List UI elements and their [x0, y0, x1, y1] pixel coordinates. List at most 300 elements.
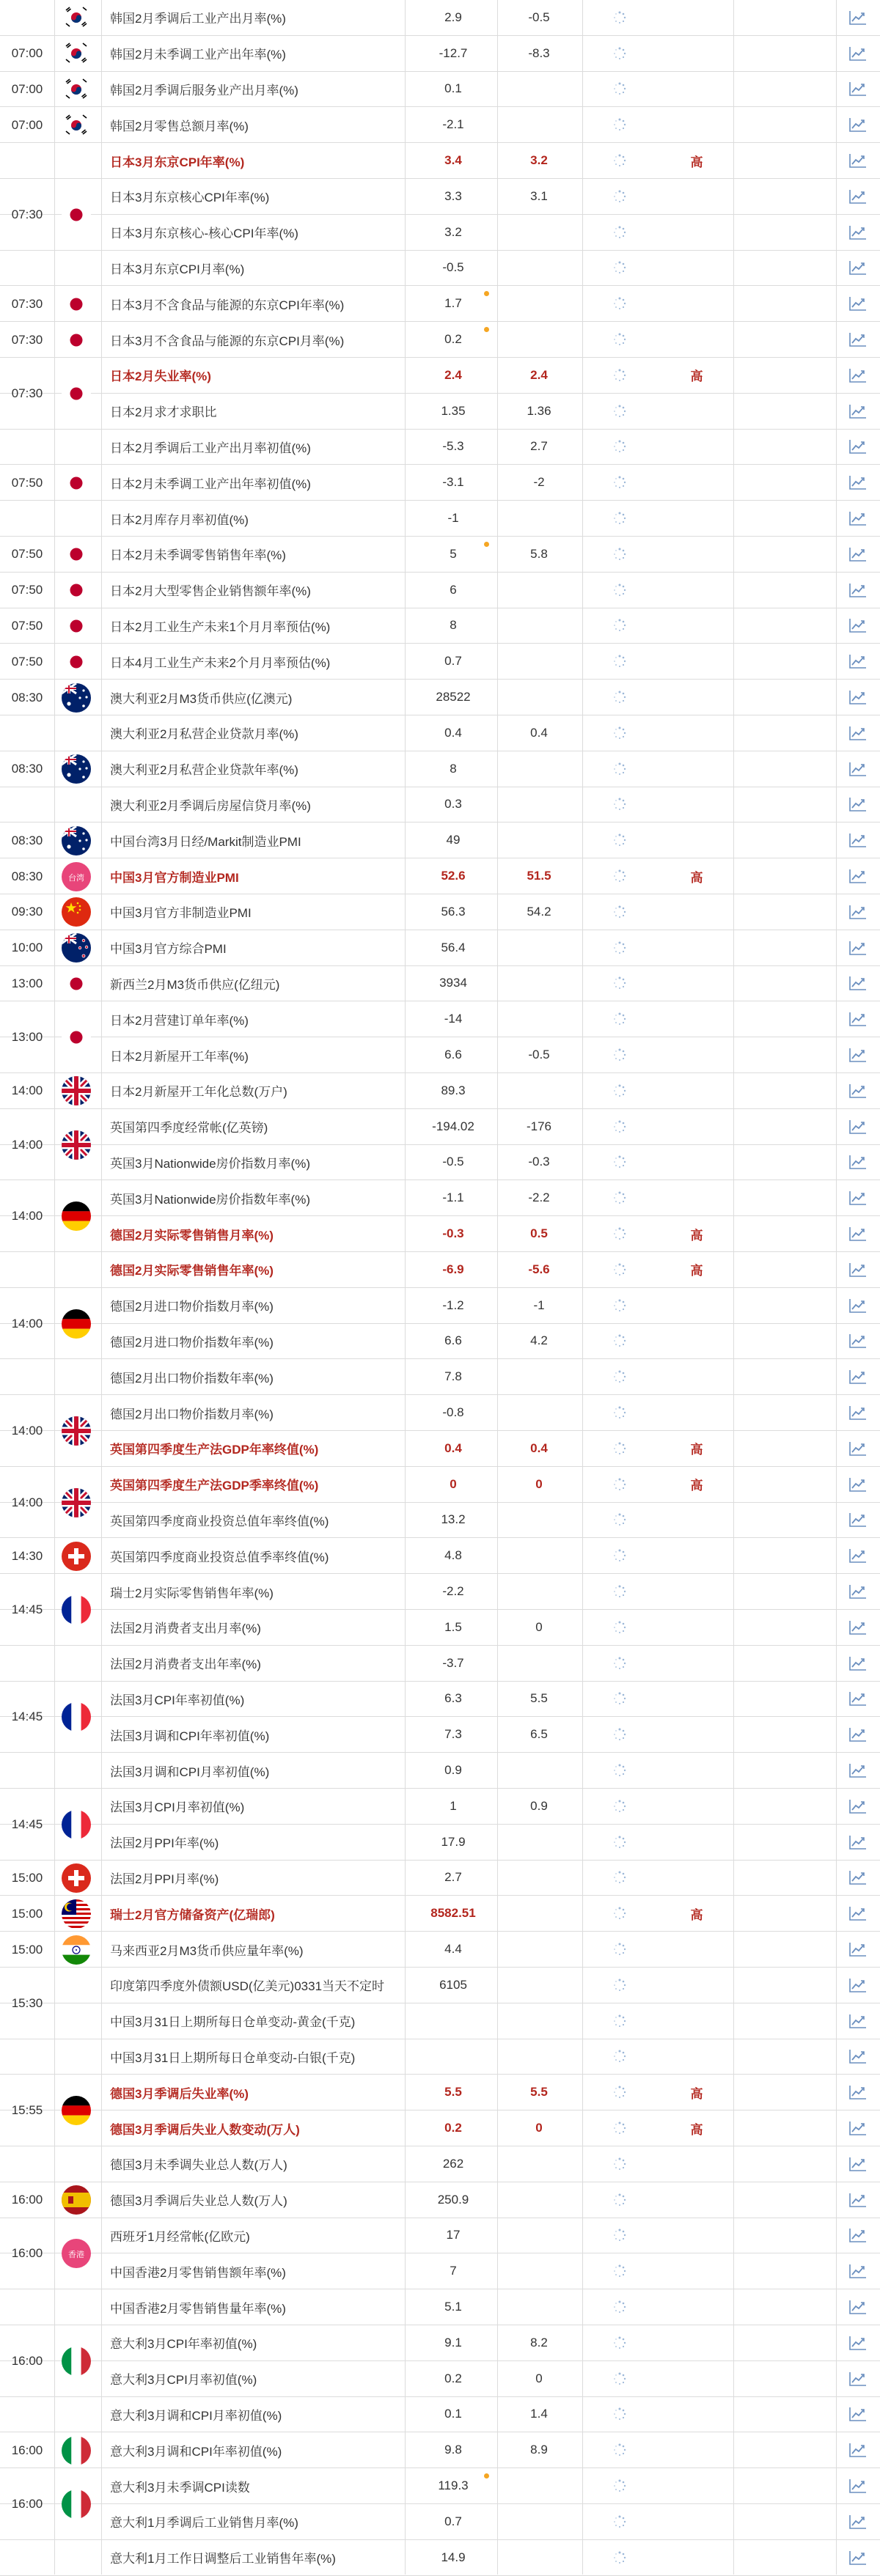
event-row[interactable]	[0, 72, 880, 108]
loading-spinner-icon	[613, 691, 626, 704]
line-chart-icon[interactable]	[848, 1262, 868, 1278]
event-row[interactable]	[0, 2325, 880, 2361]
line-chart-icon[interactable]	[848, 1834, 868, 1850]
line-chart-icon[interactable]	[848, 2514, 868, 2530]
line-chart-icon[interactable]	[848, 1726, 868, 1743]
event-row[interactable]	[0, 1825, 880, 1861]
event-name[interactable]: 意大利1月工作日调整后工业销售年率(%)	[110, 2552, 336, 2566]
line-chart-icon[interactable]	[848, 1047, 868, 1063]
chart-link[interactable]	[836, 286, 880, 321]
line-chart-icon[interactable]	[848, 582, 868, 598]
event-name[interactable]: 意大利3月未季调CPI读数	[110, 2480, 250, 2495]
chart-link[interactable]	[836, 465, 880, 500]
event-row[interactable]	[0, 107, 880, 143]
line-chart-icon[interactable]	[848, 45, 868, 62]
event-name[interactable]: 德国2月实际零售销售月率(%)	[110, 1228, 274, 1243]
time-group	[0, 0, 101, 36]
actual-value-pending	[587, 1932, 653, 1967]
event-name[interactable]: 德国3月季调后失业总人数(万人)	[110, 2194, 287, 2209]
line-chart-icon[interactable]	[848, 1369, 868, 1385]
event-row[interactable]	[0, 0, 880, 36]
line-chart-icon[interactable]	[848, 474, 868, 490]
line-chart-icon[interactable]	[848, 1548, 868, 1564]
chart-link[interactable]	[836, 1180, 880, 1215]
event-row[interactable]	[0, 966, 880, 1002]
line-chart-icon[interactable]	[848, 295, 868, 312]
chart-link[interactable]	[836, 107, 880, 142]
chart-link[interactable]	[836, 787, 880, 823]
event-name[interactable]: 法国3月CPI月率初值(%)	[110, 1800, 245, 1815]
event-name[interactable]: 英国第四季度商业投资总值年率终值(%)	[110, 1514, 329, 1528]
event-row[interactable]	[0, 2218, 880, 2254]
event-name[interactable]: 日本2月库存月率初值(%)	[110, 512, 249, 527]
event-name[interactable]: 意大利3月CPI年率初值(%)	[110, 2337, 257, 2352]
line-chart-icon[interactable]	[848, 188, 868, 205]
event-row[interactable]	[0, 1180, 880, 1216]
event-name[interactable]: 日本2月求才求职比	[110, 405, 217, 420]
chart-link[interactable]	[836, 2111, 880, 2146]
line-chart-icon[interactable]	[848, 1405, 868, 1421]
line-chart-icon[interactable]	[848, 2335, 868, 2351]
event-name[interactable]: 英国第四季度生产法GDP年率终值(%)	[110, 1443, 319, 1457]
line-chart-icon[interactable]	[848, 2263, 868, 2279]
chart-link[interactable]	[836, 1682, 880, 1717]
event-row[interactable]	[0, 2504, 880, 2540]
country-flag-kr-icon	[62, 75, 91, 104]
event-name[interactable]: 德国3月未季调失业总人数(万人)	[110, 2158, 287, 2173]
chart-link[interactable]	[836, 1646, 880, 1681]
event-row[interactable]	[0, 2432, 880, 2468]
chart-link[interactable]	[836, 1825, 880, 1860]
line-chart-icon[interactable]	[848, 403, 868, 419]
chart-link[interactable]	[836, 1789, 880, 1824]
line-chart-icon[interactable]	[848, 1154, 868, 1170]
chart-link[interactable]	[836, 1324, 880, 1359]
event-row[interactable]	[0, 1431, 880, 1467]
event-name[interactable]: 英国3月Nationwide房价指数年率(%)	[110, 1192, 310, 1207]
chart-link[interactable]	[836, 2361, 880, 2396]
event-name[interactable]: 法国3月调和CPI年率初值(%)	[110, 1729, 270, 1743]
line-chart-icon[interactable]	[848, 1583, 868, 1600]
event-row[interactable]	[0, 143, 880, 179]
event-name[interactable]: 英国第四季度商业投资总值季率终值(%)	[110, 1550, 329, 1564]
event-name[interactable]: 日本2月工业生产未来1个月月率预估(%)	[110, 619, 331, 634]
line-chart-icon[interactable]	[848, 761, 868, 777]
chart-link[interactable]	[836, 1467, 880, 1502]
event-name[interactable]: 意大利3月调和CPI月率初值(%)	[110, 2408, 282, 2423]
chart-link[interactable]	[836, 501, 880, 536]
event-row[interactable]	[0, 894, 880, 930]
event-row[interactable]	[0, 1503, 880, 1539]
event-name[interactable]: 日本3月东京CPI月率(%)	[110, 262, 245, 276]
event-row[interactable]	[0, 2253, 880, 2289]
line-chart-icon[interactable]	[848, 796, 868, 812]
chart-link[interactable]	[836, 1861, 880, 1896]
line-chart-icon[interactable]	[848, 152, 868, 169]
line-chart-icon[interactable]	[848, 904, 868, 920]
line-chart-icon[interactable]	[848, 2048, 868, 2064]
line-chart-icon[interactable]	[848, 617, 868, 633]
line-chart-icon[interactable]	[848, 2371, 868, 2387]
chart-link[interactable]	[836, 2289, 880, 2325]
event-name[interactable]: 法国3月调和CPI月率初值(%)	[110, 1764, 270, 1779]
chart-link[interactable]	[836, 894, 880, 930]
event-name[interactable]: 日本3月东京核心-核心CPI年率(%)	[110, 227, 298, 241]
line-chart-icon[interactable]	[848, 2013, 868, 2029]
line-chart-icon[interactable]	[848, 2442, 868, 2458]
event-row[interactable]	[0, 1682, 880, 1718]
line-chart-icon[interactable]	[848, 1226, 868, 1242]
event-name[interactable]: 日本2月未季调工业产出年率初值(%)	[110, 476, 311, 491]
line-chart-icon[interactable]	[848, 653, 868, 669]
line-chart-icon[interactable]	[848, 1440, 868, 1457]
chart-link[interactable]	[836, 2397, 880, 2432]
event-name[interactable]: 日本2月失业率(%)	[110, 369, 211, 384]
chart-link[interactable]	[836, 179, 880, 214]
event-row[interactable]	[0, 2289, 880, 2325]
event-row[interactable]	[0, 2182, 880, 2218]
event-row[interactable]	[0, 1717, 880, 1753]
line-chart-icon[interactable]	[848, 1190, 868, 1206]
loading-spinner-icon	[613, 584, 626, 597]
event-name[interactable]: 韩国2月零售总额月率(%)	[110, 119, 249, 133]
chart-link[interactable]	[836, 966, 880, 1001]
chart-link[interactable]	[836, 2432, 880, 2468]
event-row[interactable]	[0, 858, 880, 894]
chart-link[interactable]	[836, 930, 880, 965]
event-name[interactable]: 瑞士2月实际零售销售年率(%)	[110, 1586, 274, 1600]
event-name[interactable]: 法国2月消费者支出年率(%)	[110, 1657, 261, 1672]
event-row[interactable]	[0, 1001, 880, 1037]
event-row[interactable]	[0, 1359, 880, 1395]
event-name[interactable]: 中国3月31日上期所每日仓单变动-白银(千克)	[110, 2050, 356, 2065]
event-name[interactable]: 意大利3月CPI月率初值(%)	[110, 2373, 257, 2388]
chart-link[interactable]	[836, 430, 880, 465]
line-chart-icon[interactable]	[848, 1655, 868, 1671]
forecast-value	[499, 1896, 579, 1931]
chart-link[interactable]	[836, 1574, 880, 1609]
event-name[interactable]: 韩国2月季调后服务业产出月率(%)	[110, 83, 298, 97]
chart-link[interactable]	[836, 1431, 880, 1466]
chart-link[interactable]	[836, 358, 880, 393]
chart-link[interactable]	[836, 2253, 880, 2289]
line-chart-icon[interactable]	[848, 1512, 868, 1528]
event-row[interactable]	[0, 608, 880, 644]
event-row[interactable]	[0, 751, 880, 787]
line-chart-icon[interactable]	[848, 975, 868, 991]
chart-link[interactable]	[836, 858, 880, 894]
event-name[interactable]: 法国3月CPI年率初值(%)	[110, 1693, 245, 1707]
event-row[interactable]	[0, 36, 880, 72]
event-row[interactable]	[0, 1467, 880, 1503]
event-row[interactable]	[0, 2039, 880, 2075]
event-name[interactable]: 德国2月出口物价指数月率(%)	[110, 1407, 274, 1421]
line-chart-icon[interactable]	[848, 1798, 868, 1814]
event-name[interactable]: 中国3月官方非制造业PMI	[110, 906, 252, 921]
chart-link[interactable]	[836, 1216, 880, 1251]
event-name[interactable]: 法国2月PPI年率(%)	[110, 1836, 219, 1851]
line-chart-icon[interactable]	[848, 1905, 868, 1921]
event-name[interactable]: 德国2月出口物价指数年率(%)	[110, 1371, 274, 1385]
event-row[interactable]	[0, 2111, 880, 2146]
event-row[interactable]	[0, 322, 880, 358]
event-row[interactable]	[0, 1896, 880, 1932]
event-row[interactable]	[0, 1073, 880, 1109]
event-row[interactable]	[0, 823, 880, 858]
event-name[interactable]: 中国3月官方制造业PMI	[110, 870, 239, 885]
chart-link[interactable]	[836, 1145, 880, 1180]
event-row[interactable]	[0, 1324, 880, 1360]
event-name[interactable]: 日本2月营建订单年率(%)	[110, 1013, 249, 1028]
event-row[interactable]	[0, 1932, 880, 1968]
event-name[interactable]: 日本4月工业生产未来2个月月率预估(%)	[110, 655, 331, 670]
event-name[interactable]: 日本2月新屋开工年率(%)	[110, 1049, 249, 1064]
chart-link[interactable]	[836, 72, 880, 107]
chart-link[interactable]	[836, 0, 880, 35]
forecast-value: 0	[535, 2371, 543, 2385]
chart-link[interactable]	[836, 1109, 880, 1144]
chart-link[interactable]	[836, 1359, 880, 1394]
release-time: 15:00	[11, 1870, 43, 1885]
chart-link[interactable]	[836, 394, 880, 429]
event-name[interactable]: 意大利3月调和CPI年率初值(%)	[110, 2444, 282, 2459]
chart-link[interactable]	[836, 36, 880, 71]
line-chart-icon[interactable]	[848, 832, 868, 848]
event-name[interactable]: 德国2月进口物价指数月率(%)	[110, 1300, 274, 1314]
line-chart-icon[interactable]	[848, 1298, 868, 1314]
line-chart-icon[interactable]	[848, 1011, 868, 1027]
event-name[interactable]: 韩国2月未季调工业产出年率(%)	[110, 48, 286, 62]
event-name[interactable]: 中国3月31日上期所每日仓单变动-黄金(千克)	[110, 2015, 356, 2030]
line-chart-icon[interactable]	[848, 367, 868, 383]
line-chart-icon[interactable]	[848, 2406, 868, 2422]
event-row[interactable]	[0, 2361, 880, 2397]
actual-value-pending	[587, 143, 653, 178]
event-row[interactable]	[0, 680, 880, 715]
line-chart-icon[interactable]	[848, 1119, 868, 1135]
event-name[interactable]: 西班牙1月经常帐(亿欧元)	[110, 2229, 250, 2244]
event-name[interactable]: 法国2月PPI月率(%)	[110, 1872, 219, 1886]
event-name[interactable]: 中国3月官方综合PMI	[110, 942, 227, 957]
event-name[interactable]: 法国2月消费者支出月率(%)	[110, 1622, 261, 1636]
chart-link[interactable]	[836, 644, 880, 679]
event-row[interactable]	[0, 1789, 880, 1825]
chart-link[interactable]	[836, 1037, 880, 1072]
event-name[interactable]: 马来西亚2月M3货币供应量年率(%)	[110, 1943, 304, 1958]
chart-link[interactable]	[836, 1288, 880, 1323]
event-row[interactable]	[0, 179, 880, 215]
event-name[interactable]: 日本2月未季调零售销售年率(%)	[110, 548, 286, 563]
event-row[interactable]	[0, 715, 880, 751]
chart-link[interactable]	[836, 2075, 880, 2110]
line-chart-icon[interactable]	[848, 2120, 868, 2136]
event-row[interactable]	[0, 537, 880, 573]
event-name[interactable]: 日本3月东京核心CPI年率(%)	[110, 191, 270, 205]
chart-link[interactable]	[836, 537, 880, 572]
line-chart-icon[interactable]	[848, 510, 868, 526]
event-row[interactable]	[0, 430, 880, 465]
event-name[interactable]: 德国2月进口物价指数年率(%)	[110, 1335, 274, 1350]
line-chart-icon[interactable]	[848, 1619, 868, 1635]
chart-link[interactable]	[836, 573, 880, 608]
event-name[interactable]: 印度第四季度外债额USD(亿美元)0331当天不定时	[110, 1979, 385, 1994]
importance-badge	[660, 1395, 733, 1430]
chart-link[interactable]	[836, 1717, 880, 1752]
event-row[interactable]	[0, 1610, 880, 1646]
line-chart-icon[interactable]	[848, 331, 868, 347]
event-row[interactable]	[0, 573, 880, 608]
chart-link[interactable]	[836, 1001, 880, 1037]
line-chart-icon[interactable]	[848, 725, 868, 741]
chart-link[interactable]	[836, 1968, 880, 2003]
line-chart-icon[interactable]	[848, 2192, 868, 2208]
line-chart-icon[interactable]	[848, 1333, 868, 1349]
previous-value: -1	[447, 511, 459, 526]
chart-link[interactable]	[836, 143, 880, 178]
chart-link[interactable]	[836, 1610, 880, 1645]
event-row[interactable]	[0, 1861, 880, 1896]
event-row[interactable]	[0, 286, 880, 322]
event-name[interactable]: 英国第四季度生产法GDP季率终值(%)	[110, 1479, 319, 1493]
event-row[interactable]	[0, 1288, 880, 1324]
event-name[interactable]: 澳大利亚2月私营企业贷款月率(%)	[110, 727, 298, 742]
event-row[interactable]	[0, 1968, 880, 2003]
line-chart-icon[interactable]	[848, 940, 868, 956]
line-chart-icon[interactable]	[848, 2550, 868, 2566]
line-chart-icon[interactable]	[848, 10, 868, 26]
line-chart-icon[interactable]	[848, 1690, 868, 1707]
event-row[interactable]	[0, 2003, 880, 2039]
event-name[interactable]: 澳大利亚2月M3货币供应(亿澳元)	[110, 691, 293, 706]
line-chart-icon[interactable]	[848, 1083, 868, 1099]
event-row[interactable]	[0, 1037, 880, 1073]
event-row[interactable]	[0, 1574, 880, 1610]
event-row[interactable]	[0, 644, 880, 680]
event-row[interactable]	[0, 2468, 880, 2504]
event-name[interactable]: 日本3月不含食品与能源的东京CPI月率(%)	[110, 334, 345, 348]
chart-link[interactable]	[836, 680, 880, 715]
line-chart-icon[interactable]	[848, 2156, 868, 2172]
chart-link[interactable]	[836, 322, 880, 357]
event-row[interactable]	[0, 394, 880, 430]
line-chart-icon[interactable]	[848, 546, 868, 562]
event-name[interactable]: 日本2月新屋开工年化总数(万户)	[110, 1085, 287, 1100]
event-row[interactable]	[0, 358, 880, 394]
event-name[interactable]: 德国3月季调后失业率(%)	[110, 2086, 249, 2101]
event-name[interactable]: 德国2月实际零售销售年率(%)	[110, 1264, 274, 1278]
event-name[interactable]: 新西兰2月M3货币供应(亿纽元)	[110, 977, 280, 992]
event-row[interactable]	[0, 1109, 880, 1145]
event-row[interactable]	[0, 1216, 880, 1252]
event-row[interactable]	[0, 2540, 880, 2576]
event-name[interactable]: 中国香港2月零售销售额年率(%)	[110, 2265, 286, 2280]
chart-link[interactable]	[836, 2146, 880, 2182]
event-name[interactable]: 英国3月Nationwide房价指数月率(%)	[110, 1156, 310, 1171]
chart-link[interactable]	[836, 2540, 880, 2575]
line-chart-icon[interactable]	[848, 1977, 868, 1993]
chart-link[interactable]	[836, 2325, 880, 2360]
chart-link[interactable]	[836, 1252, 880, 1287]
event-row[interactable]	[0, 501, 880, 537]
chart-link[interactable]	[836, 1896, 880, 1931]
event-row[interactable]	[0, 1145, 880, 1181]
chart-link[interactable]	[836, 215, 880, 250]
event-name[interactable]: 意大利1月季调后工业销售月率(%)	[110, 2516, 298, 2531]
event-row[interactable]	[0, 2146, 880, 2182]
line-chart-icon[interactable]	[848, 438, 868, 455]
event-row[interactable]	[0, 1753, 880, 1789]
event-row[interactable]	[0, 465, 880, 501]
actual-value-pending	[587, 1896, 653, 1931]
event-name[interactable]: 韩国2月季调后工业产出月率(%)	[110, 12, 286, 26]
line-chart-icon[interactable]	[848, 689, 868, 705]
line-chart-icon[interactable]	[848, 260, 868, 276]
event-row[interactable]	[0, 2397, 880, 2433]
line-chart-icon[interactable]	[848, 1869, 868, 1885]
chart-link[interactable]	[836, 1073, 880, 1108]
event-name[interactable]: 日本3月不含食品与能源的东京CPI年率(%)	[110, 298, 345, 312]
event-name[interactable]: 瑞士2月官方储备资产(亿瑞郎)	[110, 1907, 275, 1922]
chart-link[interactable]	[836, 1503, 880, 1538]
line-chart-icon[interactable]	[848, 81, 868, 97]
chart-link[interactable]	[836, 751, 880, 787]
chart-link[interactable]	[836, 2003, 880, 2039]
event-row[interactable]	[0, 1646, 880, 1682]
line-chart-icon[interactable]	[848, 2299, 868, 2315]
event-name[interactable]: 澳大利亚2月季调后房屋信贷月率(%)	[110, 798, 311, 813]
chart-link[interactable]	[836, 1753, 880, 1788]
chart-link[interactable]	[836, 2504, 880, 2539]
line-chart-icon[interactable]	[848, 1762, 868, 1778]
chart-link[interactable]	[836, 715, 880, 751]
line-chart-icon[interactable]	[848, 2084, 868, 2100]
line-chart-icon[interactable]	[848, 224, 868, 240]
chart-link[interactable]	[836, 1932, 880, 1967]
event-name[interactable]: 澳大利亚2月私营企业贷款年率(%)	[110, 763, 298, 778]
event-name[interactable]: 日本3月东京CPI年率(%)	[110, 155, 245, 169]
chart-link[interactable]	[836, 251, 880, 286]
event-name[interactable]: 日本2月大型零售企业销售额年率(%)	[110, 584, 311, 599]
chart-link[interactable]	[836, 608, 880, 644]
chart-link[interactable]	[836, 2218, 880, 2253]
chart-link[interactable]	[836, 2039, 880, 2075]
line-chart-icon[interactable]	[848, 1941, 868, 1957]
event-row[interactable]	[0, 787, 880, 823]
event-name[interactable]: 中国台湾3月日经/Markit制造业PMI	[110, 834, 301, 849]
chart-link[interactable]	[836, 2468, 880, 2503]
chart-link[interactable]	[836, 2182, 880, 2218]
event-row[interactable]	[0, 1395, 880, 1431]
event-row[interactable]	[0, 1538, 880, 1574]
line-chart-icon[interactable]	[848, 2478, 868, 2494]
event-name[interactable]: 德国3月季调后失业人数变动(万人)	[110, 2122, 300, 2137]
line-chart-icon[interactable]	[848, 868, 868, 884]
event-row[interactable]	[0, 215, 880, 251]
event-row[interactable]	[0, 1252, 880, 1288]
event-row[interactable]	[0, 251, 880, 287]
event-row[interactable]	[0, 930, 880, 966]
event-name[interactable]: 英国第四季度经常帐(亿英镑)	[110, 1121, 268, 1136]
line-chart-icon[interactable]	[848, 1476, 868, 1493]
line-chart-icon[interactable]	[848, 2227, 868, 2243]
chart-link[interactable]	[836, 823, 880, 858]
chart-link[interactable]	[836, 1538, 880, 1573]
event-name[interactable]: 日本2月季调后工业产出月率初值(%)	[110, 441, 311, 455]
chart-link[interactable]	[836, 1395, 880, 1430]
event-row[interactable]	[0, 2075, 880, 2111]
line-chart-icon[interactable]	[848, 117, 868, 133]
event-name[interactable]: 中国香港2月零售销售量年率(%)	[110, 2301, 286, 2316]
